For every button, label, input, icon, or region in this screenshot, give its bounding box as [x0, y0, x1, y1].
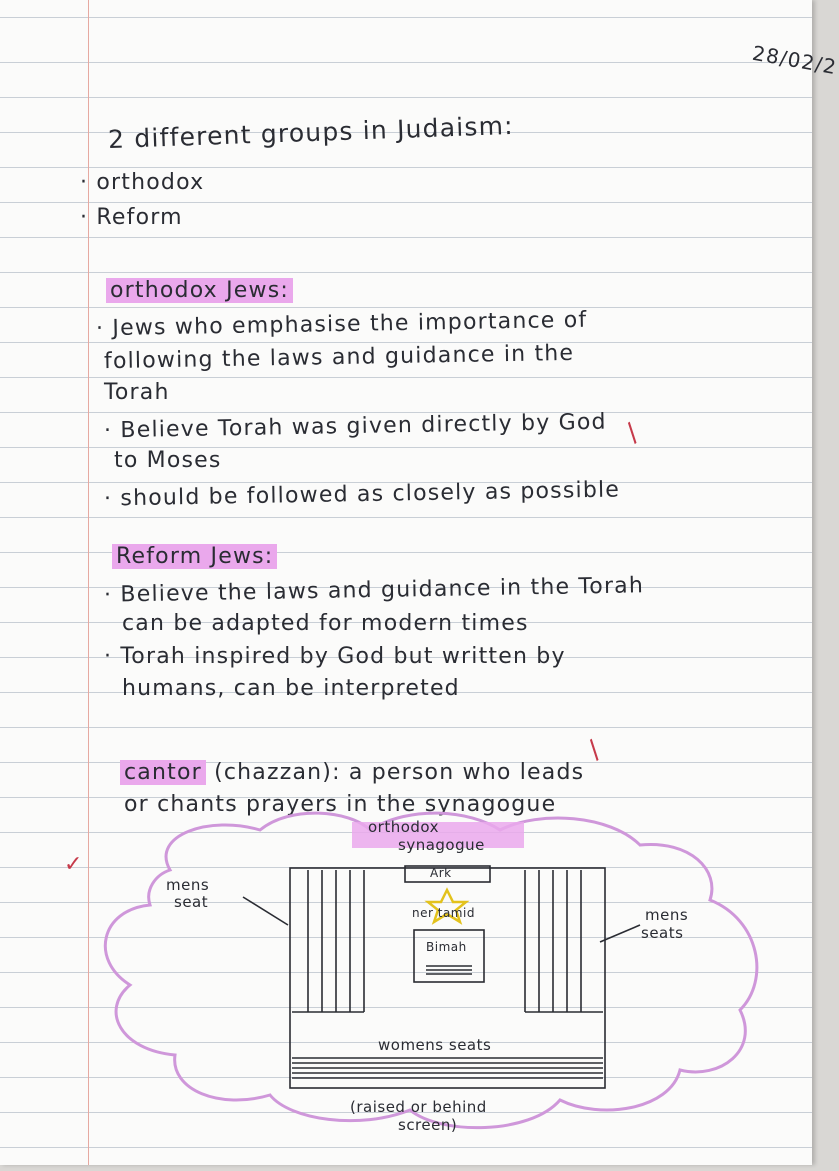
reform-line: · Believe the laws and guidance in the Torah: [103, 573, 645, 608]
cantor-definition-line2: or chants prayers in the synagogue: [124, 792, 557, 817]
orthodox-line: Torah: [104, 380, 170, 405]
group-item-label: orthodox: [96, 170, 205, 195]
orthodox-line: · should be followed as closely as possible: [103, 477, 621, 512]
mens-seat-left-line1: mens: [166, 876, 210, 894]
mens-seat-right-line2: seats: [641, 924, 684, 942]
arrow-right: [600, 925, 640, 942]
diagram-title-line1: orthodox: [368, 818, 440, 836]
reform-heading-text: Reform Jews:: [112, 544, 277, 569]
womens-note-line1: (raised or behind: [350, 1098, 487, 1116]
orthodox-line-text: should be followed as closely as possible: [120, 477, 621, 512]
orthodox-line: following the laws and guidance in the: [103, 340, 575, 375]
page-title: 2 different groups in Judaism:: [107, 110, 515, 155]
group-item-label: Reform: [96, 205, 183, 230]
orthodox-line-text: Believe Torah was given directly by God: [120, 409, 607, 444]
cantor-term: cantor: [120, 760, 206, 785]
red-tick-mark: /: [620, 418, 645, 448]
synagogue-floor-plan: [290, 868, 605, 1088]
mens-seat-left-line2: seat: [174, 893, 209, 911]
reform-line: can be adapted for modern times: [122, 611, 529, 636]
arrow-left: [243, 897, 288, 925]
cantor-rest: (chazzan): a person who leads: [214, 760, 585, 785]
orthodox-line: · Jews who emphasise the importance of: [95, 307, 588, 342]
ark-label: Ark: [430, 866, 452, 880]
orthodox-line-text: Jews who emphasise the importance of: [112, 307, 588, 341]
bimah-label: Bimah: [426, 940, 467, 954]
group-item-orthodox: · orthodox: [80, 170, 205, 195]
reform-line: · Torah inspired by God but written by: [104, 644, 566, 669]
red-tick-mark: ✓: [64, 852, 83, 877]
diagram-title-line2: synagogue: [398, 836, 485, 854]
orthodox-heading-text: orthodox Jews:: [106, 278, 293, 303]
date: 28/02/2: [750, 40, 839, 80]
orthodox-line: to Moses: [114, 448, 222, 473]
ner-tamid-label: ner tamid: [412, 906, 475, 920]
reform-line-text: Torah inspired by God but written by: [120, 644, 566, 669]
reform-line: humans, can be interpreted: [122, 676, 460, 701]
reform-line-text: Believe the laws and guidance in the Torah: [120, 573, 645, 608]
group-item-reform: · Reform: [80, 205, 183, 230]
mens-seat-right-line1: mens: [645, 906, 689, 924]
womens-note-line2: screen): [398, 1116, 458, 1134]
red-tick-mark: /: [582, 735, 607, 765]
womens-seats-label: womens seats: [378, 1036, 492, 1054]
orthodox-line: · Believe Torah was given directly by God: [103, 409, 607, 444]
